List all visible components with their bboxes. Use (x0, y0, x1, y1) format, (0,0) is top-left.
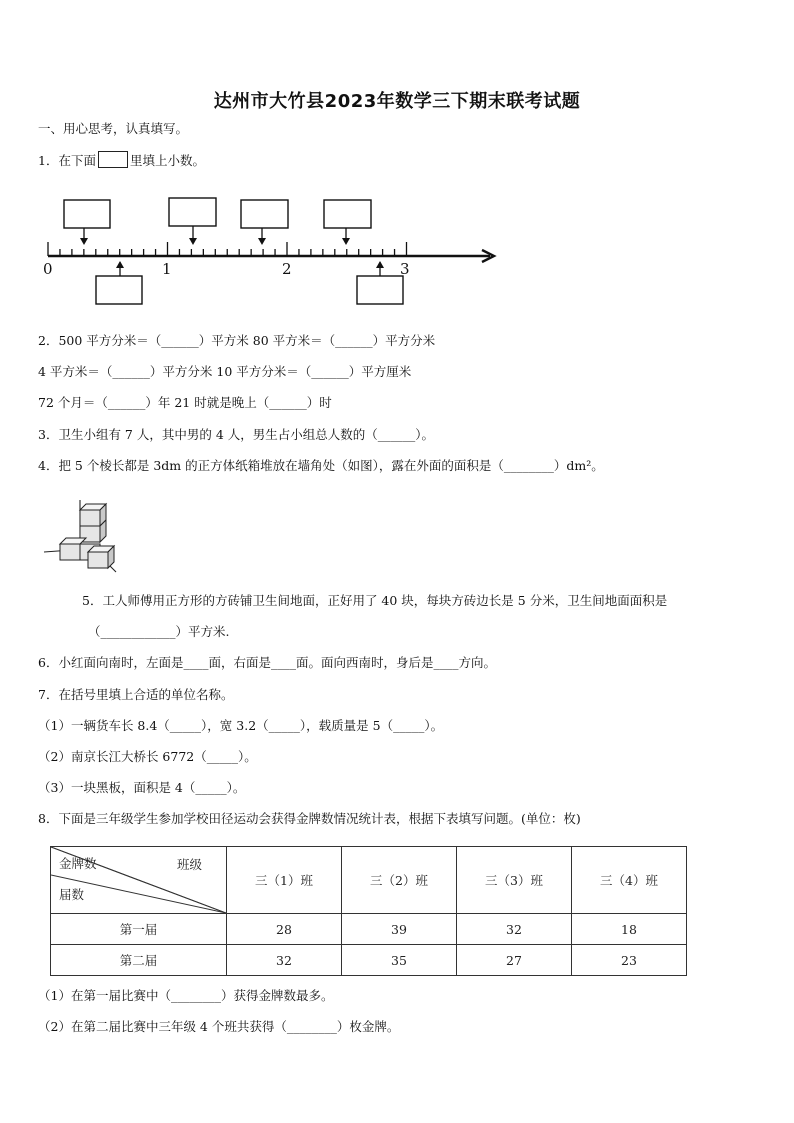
question-8-stem: 8．下面是三年级学生参加学校田径运动会获得金牌数情况统计表，根据下表填写问题。(单位：枚) (38, 811, 581, 826)
question-8-sub-1: （1）在第一届比赛中（________）获得金牌数最多。 (38, 988, 334, 1003)
table-cell: 32 (227, 945, 342, 976)
question-1-suffix: 里填上小数。 (129, 153, 205, 168)
corner-label-medals: 金牌数 (59, 856, 97, 871)
column-header: 三（2）班 (342, 847, 457, 914)
tick-label-1: 1 (162, 260, 172, 278)
question-7-sub-2: （2）南京长江大桥长 6772（_____）。 (38, 749, 257, 764)
pointer-arrows (84, 226, 380, 276)
answer-box-top-2[interactable] (169, 198, 216, 226)
question-1 (38, 151, 205, 169)
table-cell: 28 (227, 914, 342, 945)
question-7-sub-1: （1）一辆货车长 8.4（_____），宽 3.2（_____），载质量是 5（_____）。 (38, 718, 444, 733)
question-7-sub-3: （3）一块黑板，面积是 4（_____）。 (38, 780, 246, 795)
answer-box-top-4[interactable] (324, 200, 371, 228)
table-cell: 23 (572, 945, 687, 976)
table-cell: 18 (572, 914, 687, 945)
corner-label-class: 班级 (177, 857, 203, 872)
corner-label-session: 届数 (59, 887, 85, 902)
question-5-line-1: 5．工人师傅用正方形的方砖铺卫生间地面，正好用了 40 块，每块方砖边长是 5 分米，卫生间地面面积是 (82, 593, 668, 608)
table-row (51, 945, 687, 976)
column-header: 三（4）班 (572, 847, 687, 914)
section-heading: 一、用心思考，认真填写。 (38, 121, 189, 136)
arrow-heads (80, 238, 384, 268)
question-2-line-2: 4 平方米＝（______）平方分米 10 平方分米＝（______）平方厘米 (38, 364, 412, 379)
answer-box-top-3[interactable] (241, 200, 288, 228)
tick-label-0: 0 (43, 260, 53, 278)
row-label: 第二届 (51, 945, 227, 976)
question-2-line-3: 72 个月＝（______）年 21 时就是晚上（______）时 (38, 395, 332, 410)
row-label: 第一届 (51, 914, 227, 945)
table-cell: 27 (457, 945, 572, 976)
table-header-row (51, 847, 687, 914)
answer-box-inline (98, 151, 128, 168)
question-7-stem: 7．在括号里填上合适的单位名称。 (38, 687, 234, 702)
cube-stack-figure (42, 496, 132, 578)
medal-statistics-table (50, 846, 687, 976)
answer-box-bottom-1[interactable] (96, 276, 142, 304)
question-5-line-2: （____________）平方米. (88, 624, 230, 639)
answer-box-bottom-2[interactable] (357, 276, 403, 304)
column-header: 三（1）班 (227, 847, 342, 914)
number-line-figure (38, 192, 508, 312)
cube-boxes (60, 504, 114, 568)
question-4: 4．把 5 个棱长都是 3dm 的正方体纸箱堆放在墙角处（如图），露在外面的面积是（________）dm²。 (38, 458, 604, 473)
table-cell: 39 (342, 914, 457, 945)
table-cell: 32 (457, 914, 572, 945)
tick-label-3: 3 (400, 260, 410, 278)
question-1-prefix: 1．在下面 (38, 153, 96, 168)
tick-label-2: 2 (282, 260, 292, 278)
question-3: 3．卫生小组有 7 人，其中男的 4 人，男生占小组总人数的（______）。 (38, 427, 435, 442)
column-header: 三（3）班 (457, 847, 572, 914)
answer-box-top-1[interactable] (64, 200, 110, 228)
table-row (51, 914, 687, 945)
number-line-ticks (48, 242, 407, 256)
table-corner-cell (51, 847, 227, 914)
page-title: 达州市大竹县2023年数学三下期末联考试题 (213, 91, 581, 112)
question-8-sub-2: （2）在第二届比赛中三年级 4 个班共获得（________）枚金牌。 (38, 1019, 400, 1034)
question-6: 6．小红面向南时，左面是____面，右面是____面。面向西南时，身后是____方向。 (38, 655, 496, 670)
question-2-line-1: 2．500 平方分米＝（______）平方米 80 平方米＝（______）平方分米 (38, 333, 436, 348)
table-cell: 35 (342, 945, 457, 976)
